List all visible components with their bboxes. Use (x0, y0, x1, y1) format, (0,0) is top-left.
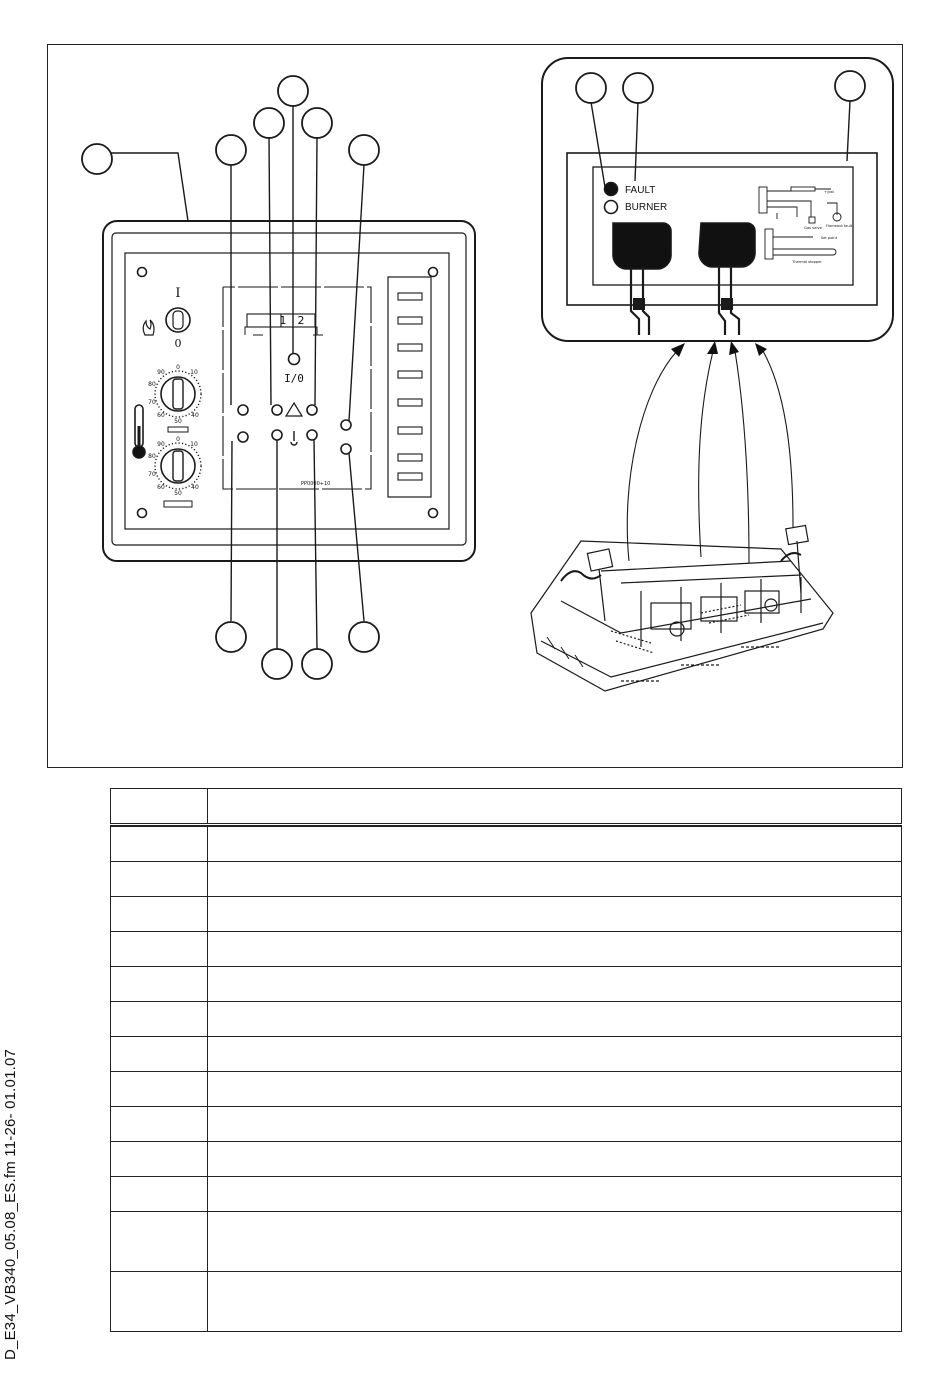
table-row (111, 1272, 902, 1332)
figure-frame (47, 44, 903, 768)
dial-tick-label: 10 (190, 441, 198, 448)
table-row (111, 862, 902, 897)
table-cell-text (208, 932, 902, 967)
table-cell-text (208, 1177, 902, 1212)
connector-socket-right (699, 223, 755, 267)
dial-tick-label: 40 (191, 484, 199, 491)
dial-tick-label: 40 (191, 412, 199, 419)
screw-icon (138, 509, 147, 518)
terminal-strip (388, 277, 431, 497)
table-cell-num (111, 897, 208, 932)
table-row (111, 1107, 902, 1142)
indicator-led (238, 432, 248, 442)
legend-table (110, 788, 902, 1332)
zone-1-label: 1 (279, 314, 287, 327)
table-cell-text (208, 1212, 902, 1272)
mini-label: Set point (820, 236, 838, 240)
dial-tick-label: 60 (157, 484, 165, 491)
table-cell-text (208, 1037, 902, 1072)
dial-tick-label: 0 (176, 364, 180, 371)
table-cell-num (111, 1072, 208, 1107)
table-cell-num (111, 1212, 208, 1272)
table-cell-num (111, 1107, 208, 1142)
table-row (111, 1037, 902, 1072)
dial-tick-label: 70 (148, 471, 156, 478)
callout-leaders (591, 101, 850, 187)
dial-tick-label: 10 (190, 369, 198, 376)
thermometer-icon (133, 405, 145, 458)
table-row (111, 1177, 902, 1212)
part-code: PP0000+10 (301, 481, 331, 487)
control-panel-diagram (48, 45, 904, 769)
indicator-led (307, 405, 317, 415)
table-row (111, 1142, 902, 1177)
dial-tick-label: 50 (174, 490, 182, 497)
dial-tick-label: 50 (174, 418, 182, 425)
control-box (542, 58, 893, 341)
connection-arrows (627, 351, 793, 563)
table-cell-text (208, 897, 902, 932)
dial-tick-label: 90 (157, 369, 165, 376)
mini-label: Flameout fault (825, 224, 853, 228)
screw-icon (429, 268, 438, 277)
table-cell-text (208, 1107, 902, 1142)
table-cell-text (208, 1142, 902, 1177)
table-header-row (111, 789, 902, 825)
table-header-cell (111, 789, 208, 825)
warning-icon (286, 403, 302, 416)
table-cell-text (208, 1272, 902, 1332)
table-row (111, 827, 902, 862)
table-cell-text (208, 967, 902, 1002)
dial-tick-label: 0 (176, 436, 180, 443)
dial-tick-label: 70 (148, 399, 156, 406)
mini-label: Gas valve (804, 226, 822, 230)
table-header-cell (208, 789, 902, 825)
heat-icon (291, 431, 297, 445)
screw-icon (429, 509, 438, 518)
switch-on-label: I (175, 286, 181, 301)
mini-wiring-diagram (759, 187, 841, 259)
callout-leaders (111, 106, 364, 649)
mini-label: +/pst (824, 190, 834, 194)
indicator-led (307, 430, 317, 440)
table-cell-num (111, 932, 208, 967)
burner-label: BURNER (625, 202, 668, 213)
table-cell-num (111, 967, 208, 1002)
indicator-led (341, 420, 351, 430)
io-label: I/0 (284, 372, 304, 385)
table-row (111, 932, 902, 967)
dial-tick-label: 60 (157, 412, 165, 419)
switch-off-label: 0 (174, 337, 182, 350)
dial-tick-label: 80 (148, 381, 156, 388)
dial-tick-label: 80 (148, 453, 156, 460)
indicator-led (341, 444, 351, 454)
table-cell-num (111, 1177, 208, 1212)
table-cell-num (111, 827, 208, 862)
table-cell-num (111, 1142, 208, 1177)
table-cell-num (111, 1002, 208, 1037)
on-off-button (289, 354, 300, 365)
table-cell-num (111, 862, 208, 897)
connector-socket-left (613, 223, 671, 269)
callout-circles (576, 71, 865, 103)
mini-label: Thermal stopper (792, 260, 822, 264)
table-row (111, 897, 902, 932)
indicator-led (272, 430, 282, 440)
zone-2-label: 2 (297, 314, 305, 327)
table-cell-text (208, 862, 902, 897)
indicator-led (272, 405, 282, 415)
table-cell-text (208, 1002, 902, 1037)
dial-tick-label: 90 (157, 441, 165, 448)
indicator-led (238, 405, 248, 415)
table-row (111, 1002, 902, 1037)
file-reference: D_E34_VB340_05.08_ES.fm 11-26- 01.01.07 (2, 1048, 19, 1360)
table-cell-num (111, 1037, 208, 1072)
fault-label: FAULT (625, 185, 656, 196)
table-cell-num (111, 1272, 208, 1332)
fault-lamp (605, 183, 618, 196)
screw-icon (138, 268, 147, 277)
paver-screed-illustration (531, 525, 833, 691)
table-cell-text (208, 1072, 902, 1107)
temperature-dial-upper (155, 371, 201, 417)
table-row (111, 1212, 902, 1272)
burner-lamp (605, 201, 618, 214)
table-row (111, 967, 902, 1002)
temperature-dial-lower (155, 443, 201, 489)
flame-icon (143, 320, 154, 335)
table-cell-text (208, 827, 902, 862)
table-row (111, 1072, 902, 1107)
control-panel (82, 76, 475, 679)
